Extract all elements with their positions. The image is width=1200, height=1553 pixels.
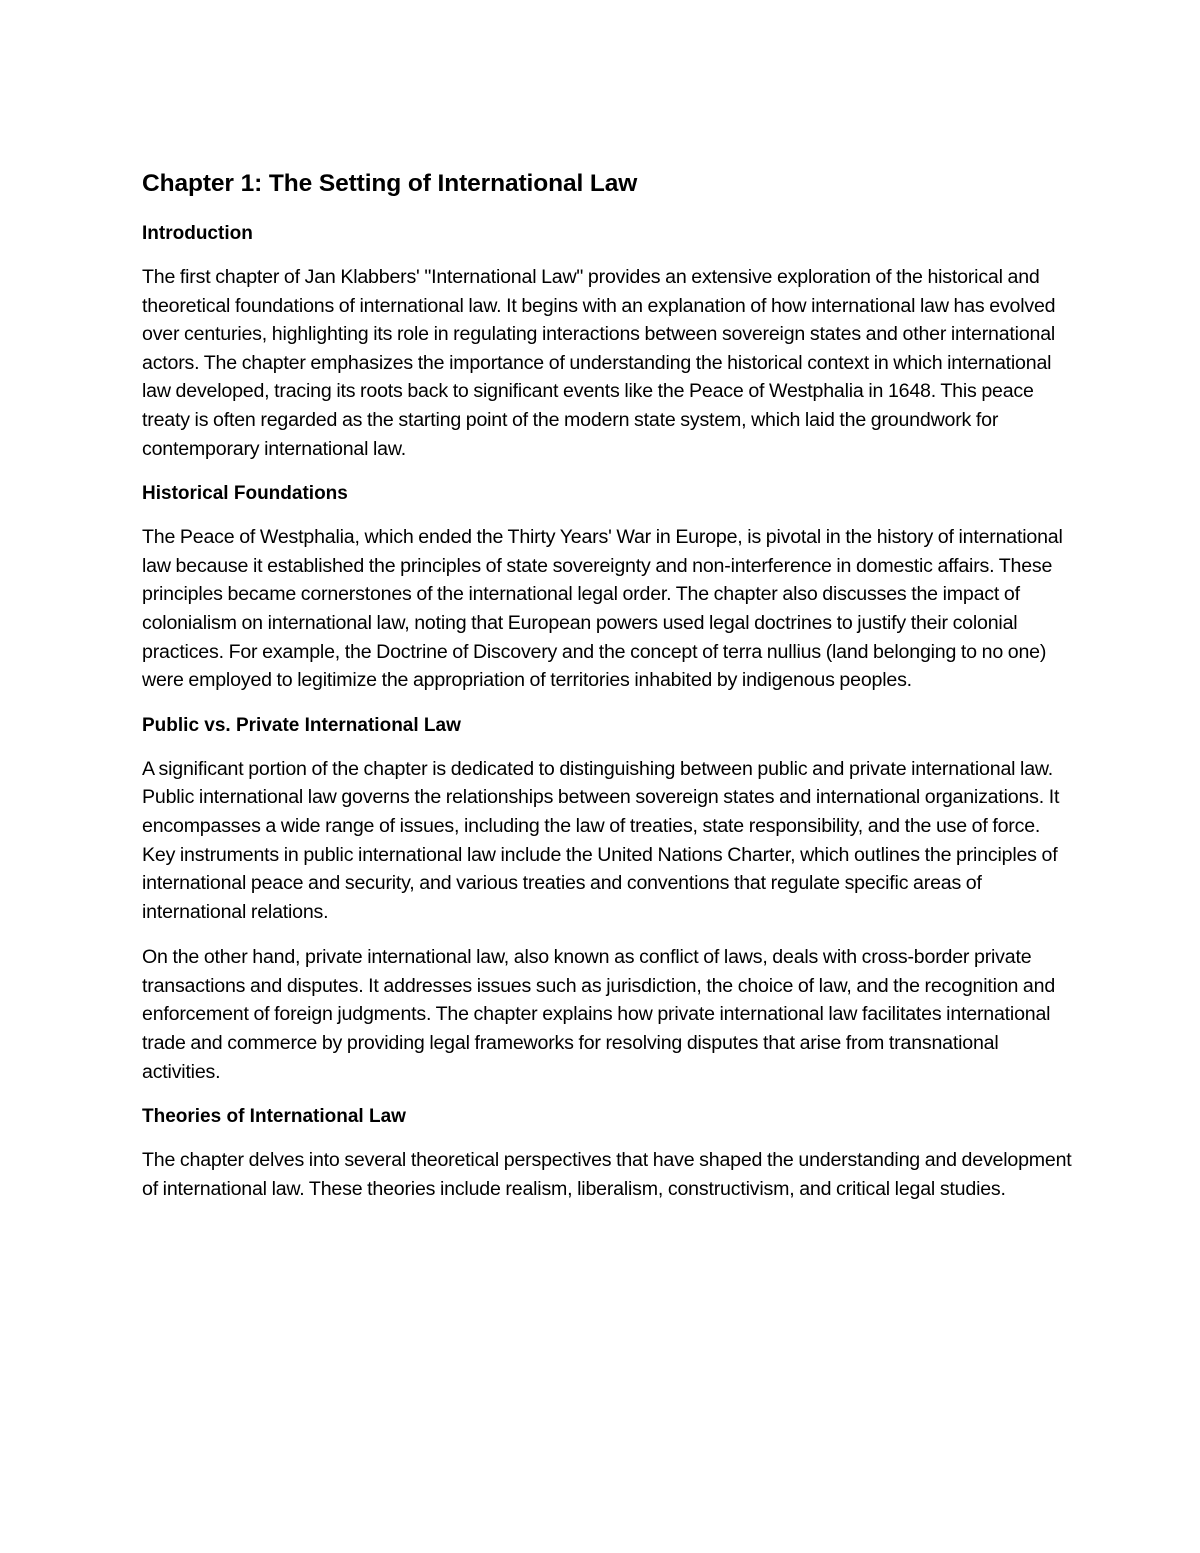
section-heading: Historical Foundations [142,483,348,505]
section-public-vs-private [142,712,1077,1087]
section-historical-foundations [142,480,1077,695]
section-theories [142,1103,1077,1203]
section-introduction [142,220,1077,463]
paragraph: On the other hand, private international law, also known as conflict of laws, deals with cross-border private transactions and disputes. It addresses issues such as jurisdiction, the choice of law, and the recognition and enforcement of foreign judgments. The chapter explains how private international law facilitates international trade and commerce by providing legal frameworks for resolving disputes that arise from transnational activities. [142,946,1056,1083]
section-heading: Theories of International Law [142,1106,406,1128]
document-title: Chapter 1: The Setting of International Law [142,170,638,197]
paragraph: A significant portion of the chapter is dedicated to distinguishing between public and private international law. Public international law governs the relationships between sovereign states and international organizations. It encompasses a wide range of issues, including the law of treaties, state responsibility, and the use of force. Key instruments in public international law include the United Nations Charter, which outlines the principles of international peace and security, and various treaties and conventions that regulate specific areas of international relations. [142,757,1060,923]
paragraph: The Peace of Westphalia, which ended the Thirty Years' War in Europe, is pivotal in the history of international law because it established the principles of state sovereignty and non-interference in domestic affairs. These principles became cornerstones of the international legal order. The chapter also discusses the impact of colonialism on international law, noting that European powers used legal doctrines to justify their colonial practices. For example, the Doctrine of Discovery and the concept of terra nullius (land belonging to no one) were employed to legitimize the appropriation of territories inhabited by indigenous peoples. [142,526,1063,692]
section-heading: Introduction [142,223,253,244]
document-page [142,168,1077,1220]
section-heading: Public vs. Private International Law [142,714,461,736]
paragraph: The first chapter of Jan Klabbers' "International Law" provides an extensive exploration of the historical and theoretical foundations of international law. It begins with an explanation of how international law has evolved over centuries, highlighting its role in regulating interactions between sovereign states and other international actors. The chapter emphasizes the importance of understanding the historical context in which international law developed, tracing its roots back to significant events like the Peace of Westphalia in 1648. This peace treaty is often regarded as the starting point of the modern state system, which laid the groundwork for contemporary international law. [142,266,1056,460]
paragraph: The chapter delves into several theoretical perspectives that have shaped the understanding and development of international law. These theories include realism, liberalism, constructivism, and critical legal studies. [142,1149,1072,1200]
